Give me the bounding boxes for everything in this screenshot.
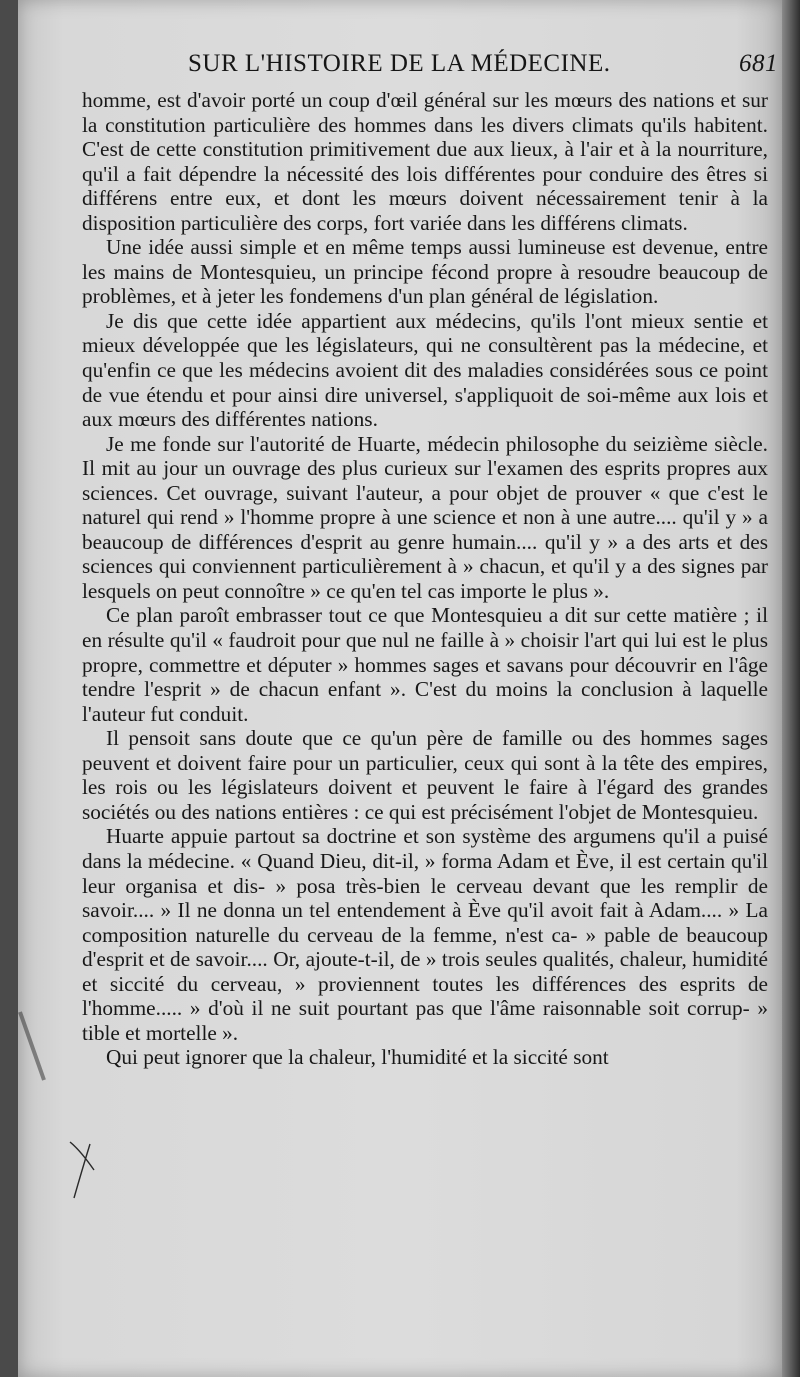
paragraph: Huarte appuie partout sa doctrine et son système des argumens qu'il a puisé dans la médecine. « Quand Dieu, dit-il, » forma Adam et Ève, il est certain qu'il leur organisa et dis- » posa très-bien le cerveau devant que les remplir de savoir.... » Il ne donna un tel entendement à Ève qu'il avoit fait à Adam.... » La composition naturelle du cerveau de la femme, n'est ca- » pable de beaucoup d'esprit et de savoir.... Or, ajoute-t-il, de » trois seules qualités, chaleur, humidité et siccité du cerveau, » proviennent toutes les différences des esprits de l'homme..... » d'où il ne suit pourtant pas que l'âme raisonnable soit corrup- » tible et mortelle ». (82, 824, 768, 1045)
paragraph: Ce plan paroît embrasser tout ce que Montesquieu a dit sur cette matière ; il en résulte qu'il « faudroit pour que nul ne faille à » choisir l'art qui lui est le plus propre, commettre et députer » hommes sages et savans pour découvrir en l'âge tendre l'esprit » de chacun enfant ». C'est du moins la conclusion à laquelle l'auteur fut conduit. (82, 603, 768, 726)
paragraph: Je dis que cette idée appartient aux médecins, qu'ils l'ont mieux sentie et mieux développée que les législateurs, qui ne consultèrent pas la médecine, et qu'enfin ce que les médecins avoient dit des maladies considérées sous ce point de vue étendu et pour ainsi dire universel, s'appliquoit de soi-même aux lois et aux mœurs des différentes nations. (82, 308, 768, 432)
paragraph: Une idée aussi simple et en même temps aussi lumineuse est devenue, entre les mains de Montesquieu, un principe fécond propre à resoudre beaucoup de problèmes, et à jeter les fondemens d'un plan général de législation. (82, 235, 768, 309)
body-text (82, 88, 768, 1070)
page-number: 681 (739, 50, 778, 77)
paragraph-continues: Qui peut ignorer que la chaleur, l'humidité et la siccité sont (106, 1045, 609, 1070)
page-header (188, 50, 778, 84)
handwritten-margin-mark (66, 1140, 96, 1200)
paragraph-continued: homme, est d'avoir porté un coup d'œil général sur les mœurs des nations et sur la constitution particulière des hommes dans les divers climats qu'ils habitent. C'est de cette constitution primitivement due aux lieux, à l'air et à la nourriture, qu'il a fait dépendre la nécessité des lois différentes pour conduire des êtres si différens entre eux, et dont les mœurs doivent nécessairement tenir à la disposition particulière des corps, fort variée dans les différens climats. (82, 88, 768, 235)
book-page (18, 0, 782, 1377)
margin-smudge (18, 1010, 48, 1090)
running-title: SUR L'HISTOIRE DE LA MÉDECINE. (188, 50, 611, 77)
paragraph: Il pensoit sans doute que ce qu'un père de famille ou des hommes sages peuvent et doivent faire pour un particulier, ceux qui sont à la tête des empires, les rois ou les législateurs doivent et peuvent le faire à l'égard des grandes sociétés ou des nations entières : ce qui est précisément l'objet de Montesquieu. (82, 726, 768, 824)
paragraph: Je me fonde sur l'autorité de Huarte, médecin philosophe du seizième siècle. Il mit au jour un ouvrage des plus curieux sur l'examen des esprits propres aux sciences. Cet ouvrage, suivant l'auteur, a pour objet de prouver « que c'est le naturel qui rend » l'homme propre à une science et non à une autre.... qu'il y » a beaucoup de différences d'esprit au genre humain.... qu'il y » a des arts et des sciences qui conviennent particulièrement à » chacun, et qu'il y a des signes par lesquels on peut connoître » ce qu'en tel cas importe le plus ». (82, 431, 768, 603)
